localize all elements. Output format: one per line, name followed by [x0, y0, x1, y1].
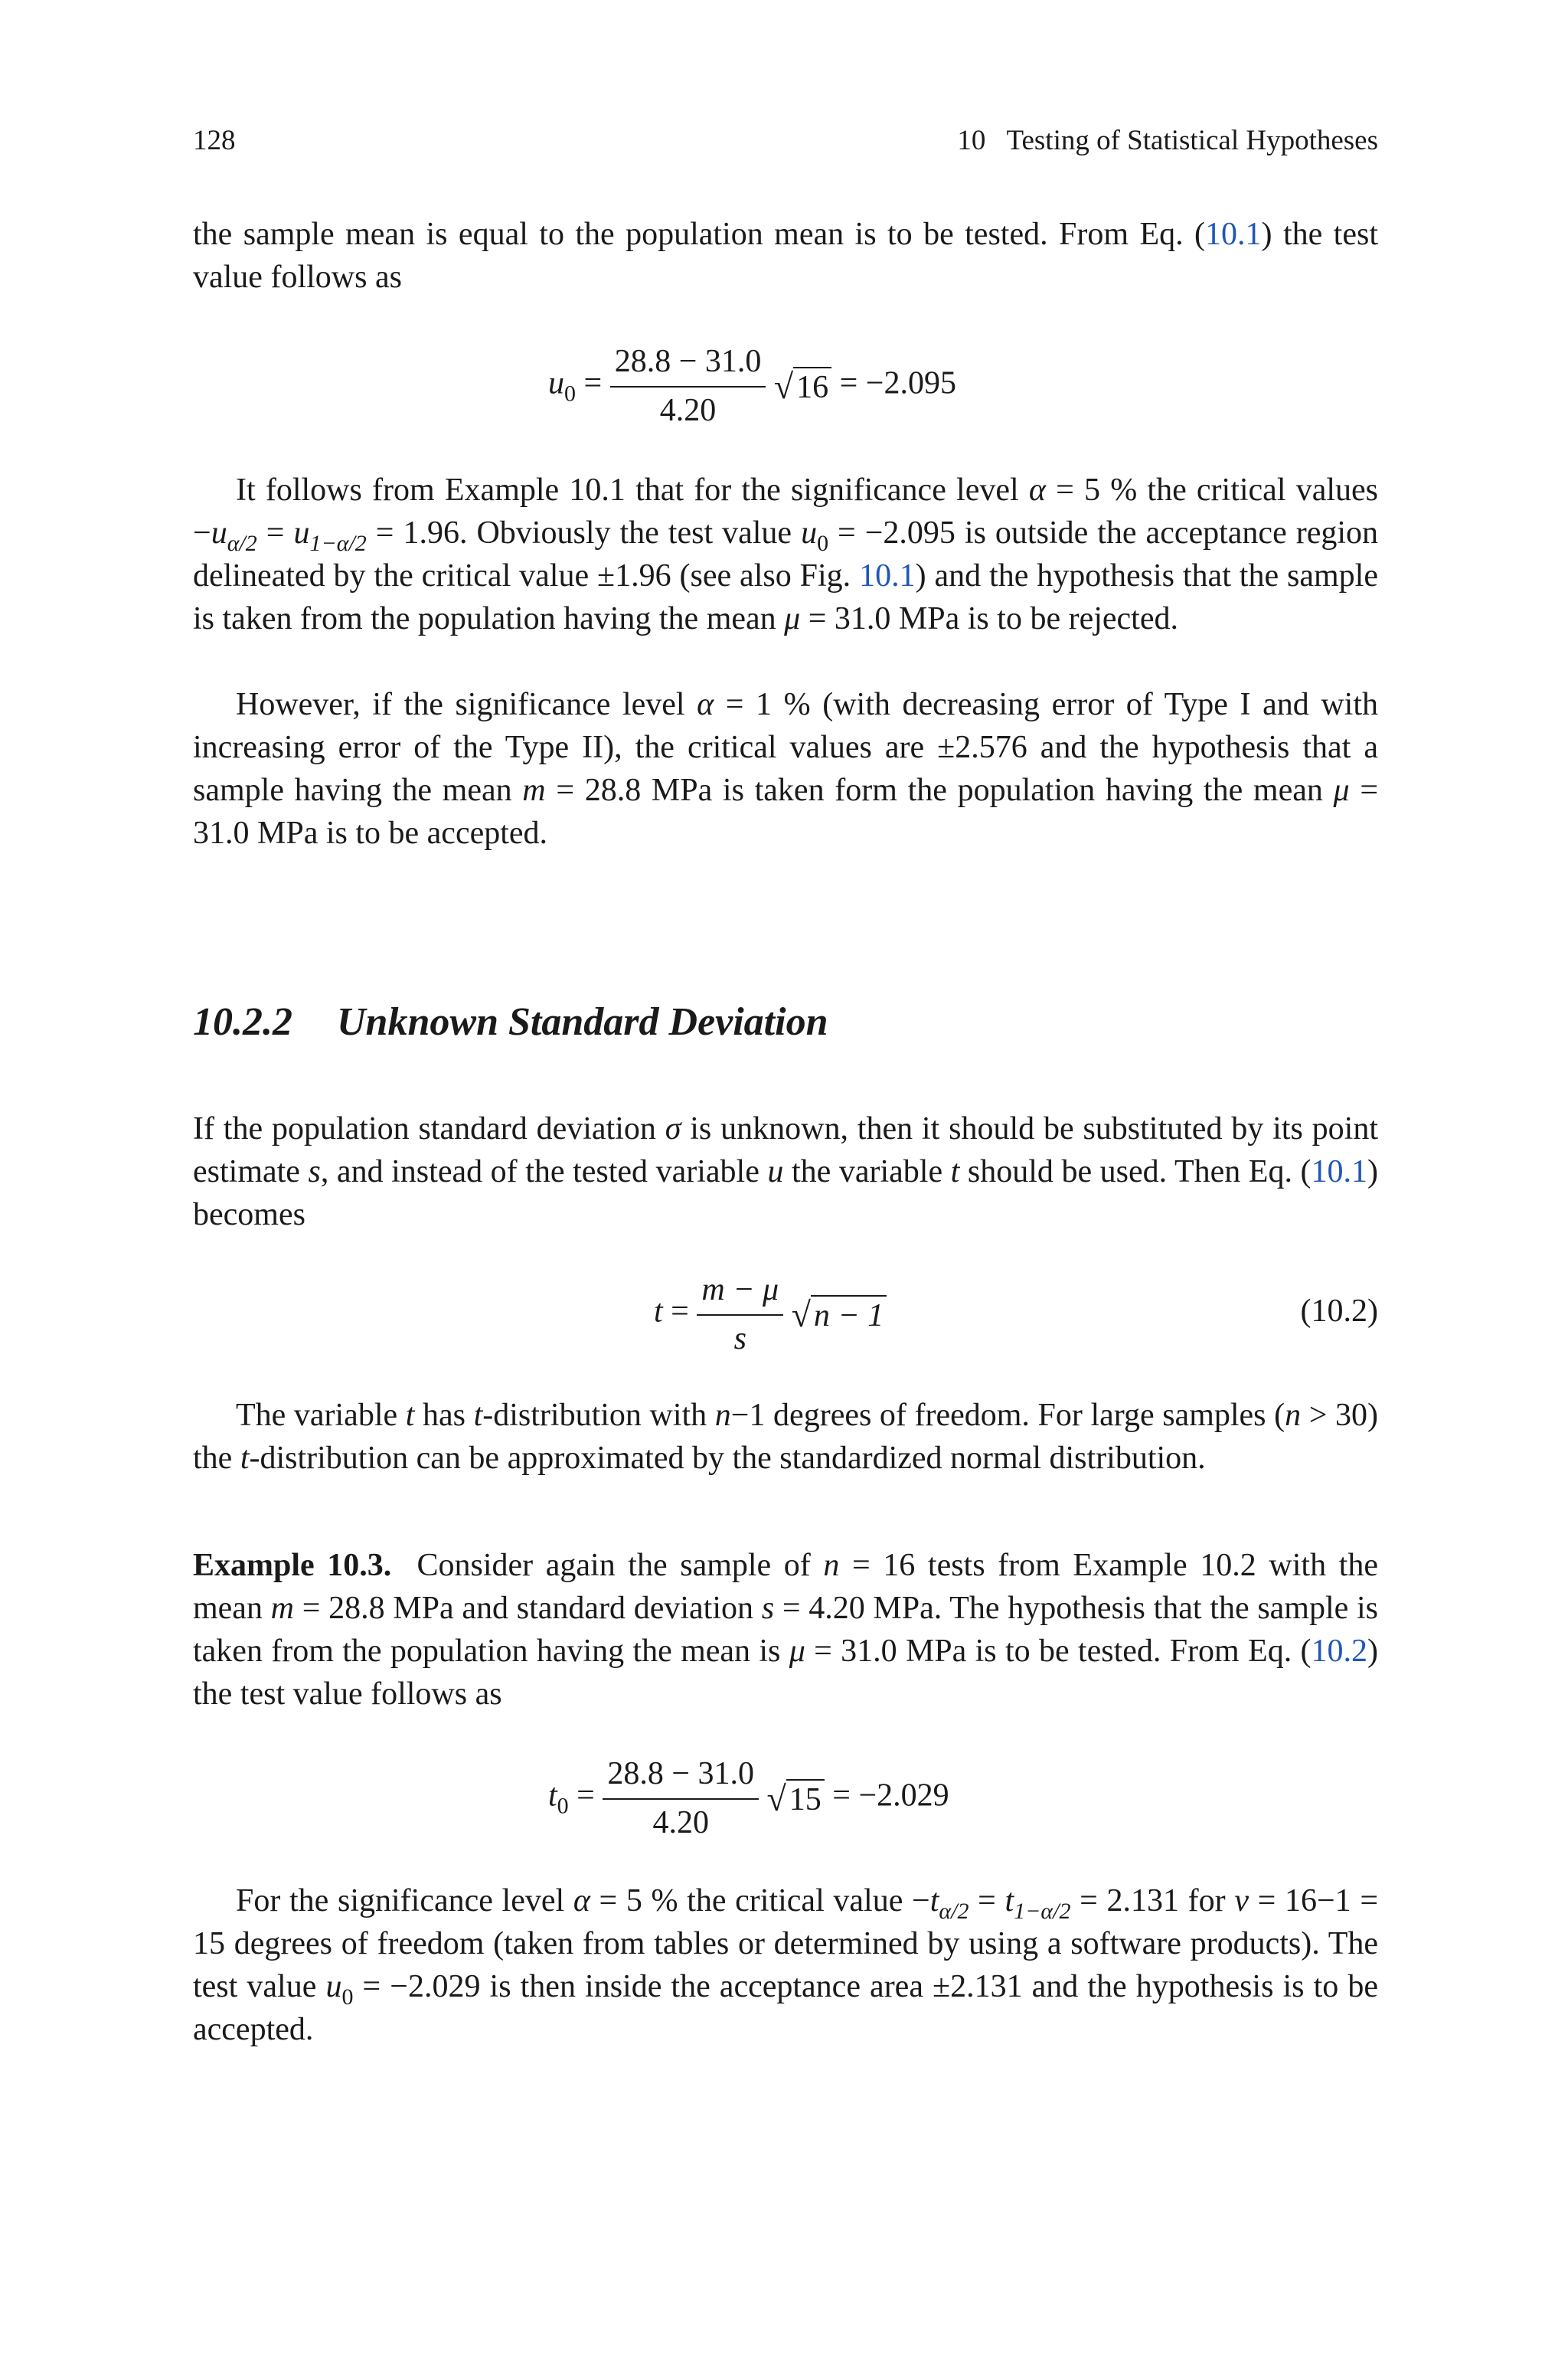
paragraph-unknown-sigma: If the population standard deviation σ is unknown, then it should be substituted by its point estimate s, and instead of the tested variable u the variable t should be used. Then Eq. (10.1) becomes — [193, 1111, 1379, 1232]
paragraph-t-distribution: The variable t has t-distribution with n−1 degrees of freedom. For large samples (n > 30) the t-distribution can be approximated by the standardized normal distribution. — [193, 1398, 1378, 1476]
paragraph-critical-values: It follows from Example 10.1 that for the significance level α = 5 % the critical values $-u_{\alpha/2} = u_{1-\alpha/2} = 1.96$. Obviously the test value $u_0 = -2.095$ is outside the acceptance region delineated by the critical value ±1.96 (see also Fig. 10.1) and the hypothesis that the sample is taken from the population having the mean μ = 31.0 MPa is to be rejected. — [193, 473, 1379, 636]
fraction: $\frac{28.8 - 31.0}{4.20}$ — [610, 343, 766, 429]
running-title: 10 Testing of Statistical Hypotheses — [957, 125, 1378, 156]
equation-number: (10.2) — [1300, 1294, 1378, 1329]
paragraph-conclusion: For the significance level α = 5 % the critical value $-t_{\alpha/2} = t_{1-\alpha/2} = 2.131$ for ν = 16−1 = 15 degrees of freedom (taken from tables or determined by using a software products). The test value $u_0 = -2.029$ is then inside the acceptance area ±2.131 and the hypothesis is to be accepted. — [193, 1883, 1379, 2047]
fraction: $\frac{28.8 - 31.0}{4.20}$ — [603, 1755, 759, 1841]
section-heading — [193, 999, 828, 1045]
eq-link-10-2[interactable]: 10.2 — [1311, 1634, 1368, 1669]
example-label: Example 10.3. — [193, 1548, 392, 1583]
paragraph-example-10-3: Example 10.3. Consider again the sample of n = 16 tests from Example 10.2 with the mean m = 28.8 MPa and standard deviation s = 4.20 MPa. The hypothesis that the sample is taken from the population having the mean is μ = 31.0 MPa is to be tested. From Eq. (10.2) the test value follows as — [193, 1548, 1379, 1712]
equation-10-2: t = $\frac{m - \mu}{s}$ √n − 1 — [654, 1271, 887, 1357]
section-number: 10.2.2 — [193, 1000, 292, 1044]
paragraph-significance-1: However, if the significance level α = 1 % (with decreasing error of Type I and with increasing error of the Type II), the critical values are ±2.576 and the hypothesis that a sample having the mean m = 28.8 MPa is taken form the population having the mean μ = 31.0 MPa is to be accepted. — [193, 687, 1379, 851]
eq-link-10-1b[interactable]: 10.1 — [1311, 1154, 1368, 1189]
section-title: Unknown Standard Deviation — [337, 1000, 828, 1044]
page-number: 128 — [193, 125, 236, 156]
square-root: √15 — [767, 1778, 825, 1819]
eq-link-10-1[interactable]: 10.1 — [1205, 217, 1262, 252]
equation-t0: $t_0$ = $\frac{28.8 - 31.0}{4.20}$ √15 = −2.029 — [548, 1756, 949, 1840]
fraction: $\frac{m - \mu}{s}$ — [697, 1271, 783, 1357]
paragraph-intro: the sample mean is equal to the population mean is to be tested. From Eq. (10.1) the test value follows as — [193, 217, 1378, 295]
equation-u0: $u_0$ = $\frac{28.8 - 31.0}{4.20}$ √16 = −2.095 — [548, 344, 956, 428]
square-root: √n − 1 — [792, 1294, 887, 1335]
square-root: √16 — [774, 365, 831, 407]
fig-link-10-1[interactable]: 10.1 — [859, 558, 916, 594]
page-header — [193, 124, 1378, 162]
